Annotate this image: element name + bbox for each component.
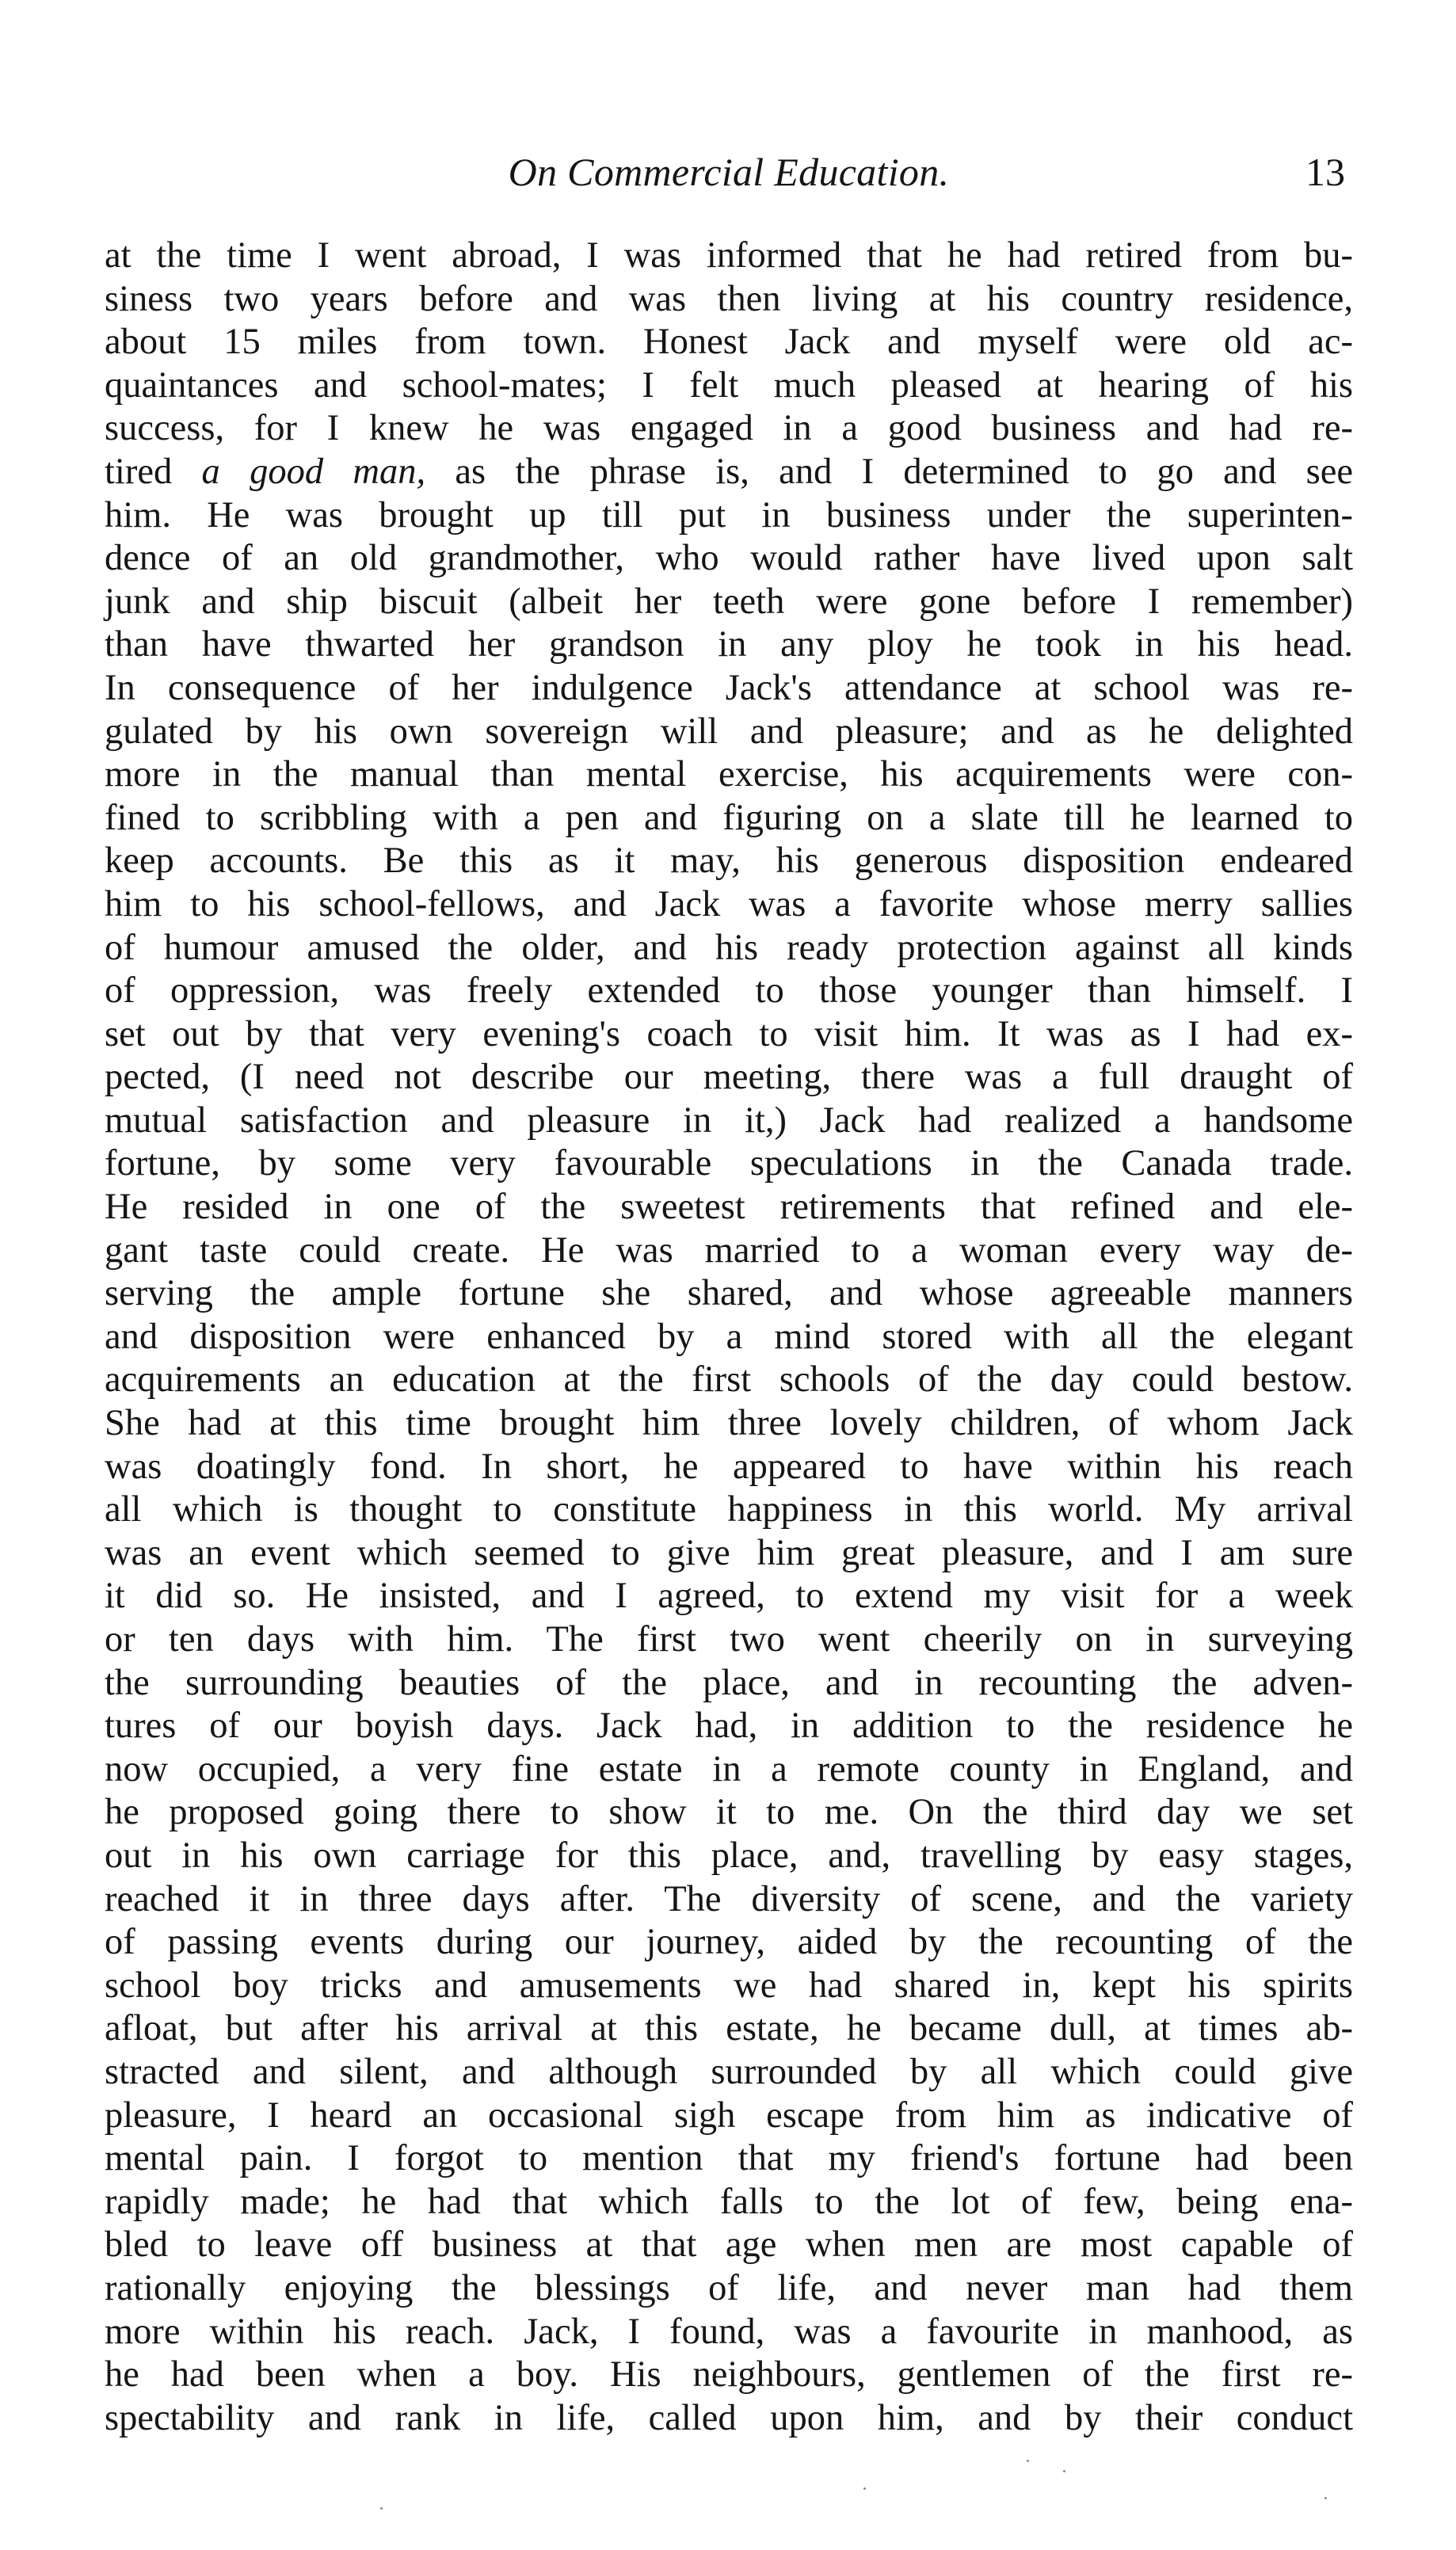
text-line-16: him to his school-fellows, and Jack was a favorite whose merry sallies <box>105 883 1353 924</box>
text-line-11: In consequence of her indulgence Jack's attendance at school was re- <box>105 667 1353 708</box>
text-line-23: He resided in one of the sweetest retirements that refined and ele- <box>105 1187 1353 1228</box>
text-line-27: acquirements an education at the first schools of the day could bestow. <box>105 1359 1353 1401</box>
text-line-50: he had been when a boy. His neighbours, gentlemen of the first re- <box>105 2354 1353 2396</box>
text-line-6-end: as the phrase is, and I determined to go and see <box>425 451 1353 492</box>
paper-speck <box>1325 2497 1327 2499</box>
text-line-43: stracted and silent, and although surrounded by all which could give <box>105 2051 1353 2092</box>
text-line-5: success, for I knew he was engaged in a good business and had re- <box>105 408 1353 449</box>
text-line-19: set out by that very evening's coach to visit him. It was as I had ex- <box>105 1013 1353 1054</box>
text-line-8: dence of an old grandmother, who would rather have lived upon salt <box>105 538 1353 579</box>
text-line-35: tures of our boyish days. Jack had, in addition to the residence he <box>105 1706 1353 1747</box>
text-line-36: now occupied, a very fine estate in a remote county in England, and <box>105 1748 1353 1790</box>
text-line-45: mental pain. I forgot to mention that my friend's fortune had been <box>105 2138 1353 2179</box>
text-line-49: more within his reach. Jack, I found, was a favourite in manhood, as <box>105 2311 1353 2352</box>
text-line-1: at the time I went abroad, I was informed that he had retired from bu- <box>105 235 1353 276</box>
running-title: On Commercial Education. <box>508 150 950 194</box>
text-line-32: it did so. He insisted, and I agreed, to extend my visit for a week <box>105 1576 1353 1617</box>
text-line-29: was doatingly fond. In short, he appeared to have within his reach <box>105 1446 1353 1487</box>
text-line-4: quaintances and school-mates; I felt much pleased at hearing of his <box>105 364 1353 406</box>
text-line-6-start: tired <box>105 451 202 492</box>
text-line-47: bled to leave off business at that age when men are most capable of <box>105 2224 1353 2266</box>
text-line-28: She had at this time brought him three lovely children, of whom Jack <box>105 1403 1353 1444</box>
text-line-17: of humour amused the older, and his ready protection against all kinds <box>105 927 1353 968</box>
text-line-20: pected, (I need not describe our meeting, there was a full draught of <box>105 1057 1353 1098</box>
text-line-30: all which is thought to constitute happiness in this world. My arrival <box>105 1489 1353 1530</box>
text-line-44: pleasure, I heard an occasional sigh escape from him as indicative of <box>105 2095 1353 2136</box>
text-line-3: about 15 miles from town. Honest Jack and myself were old ac- <box>105 322 1353 363</box>
italic-phrase: a good man, <box>201 451 426 492</box>
text-line-51: spectability and rank in life, called upon him, and by their conduct <box>105 2397 1353 2438</box>
paper-speck <box>1063 2470 1065 2472</box>
text-line-37: he proposed going there to show it to me. On the third day we set <box>105 1792 1353 1833</box>
text-line-13: more in the manual than mental exercise, his acquirements were con- <box>105 754 1353 795</box>
text-line-9: junk and ship biscuit (albeit her teeth were gone before I remember) <box>105 581 1353 622</box>
text-line-22: fortune, by some very favourable speculations in the Canada trade. <box>105 1143 1353 1184</box>
text-line-25: serving the ample fortune she shared, and whose agreeable manners <box>105 1273 1353 1314</box>
text-line-46: rapidly made; he had that which falls to the lot of few, being ena- <box>105 2181 1353 2222</box>
text-line-14: fined to scribbling with a pen and figuring on a slate till he learned to <box>105 797 1353 838</box>
text-line-12: gulated by his own sovereign will and pleasure; and as he delighted <box>105 711 1353 752</box>
running-header <box>103 144 1355 200</box>
text-line-38: out in his own carriage for this place, and, travelling by easy stages, <box>105 1835 1353 1876</box>
text-line-21: mutual satisfaction and pleasure in it,) Jack had realized a handsome <box>105 1100 1353 1141</box>
text-line-10: than have thwarted her grandson in any ploy he took in his head. <box>105 624 1353 665</box>
text-line-34: the surrounding beauties of the place, and in recounting the adven- <box>105 1662 1353 1703</box>
text-line-2: siness two years before and was then living at his country residence, <box>105 278 1353 319</box>
paper-speck <box>1027 2460 1029 2462</box>
text-line-39: reached it in three days after. The diversity of scene, and the variety <box>105 1878 1353 1919</box>
text-line-42: afloat, but after his arrival at this estate, he became dull, at times ab- <box>105 2008 1353 2049</box>
text-line-18: of oppression, was freely extended to those younger than himself. I <box>105 970 1353 1012</box>
text-line-6 <box>105 451 1353 494</box>
text-line-41: school boy tricks and amusements we had shared in, kept his spirits <box>105 1965 1353 2006</box>
text-line-15: keep accounts. Be this as it may, his generous disposition endeared <box>105 840 1353 882</box>
text-line-40: of passing events during our journey, aided by the recounting of the <box>105 1922 1353 1963</box>
text-line-24: gant taste could create. He was married to a woman every way de- <box>105 1229 1353 1271</box>
page-number: 13 <box>1305 150 1345 194</box>
text-line-33: or ten days with him. The first two went cheerily on in surveying <box>105 1619 1353 1660</box>
text-line-26: and disposition were enhanced by a mind stored with all the elegant <box>105 1316 1353 1357</box>
body-paragraph <box>105 234 1353 2440</box>
text-line-48: rationally enjoying the blessings of life, and never man had them <box>105 2267 1353 2308</box>
text-line-7: him. He was brought up till put in business under the superinten- <box>105 494 1353 536</box>
text-line-31: was an event which seemed to give him great pleasure, and I am sure <box>105 1532 1353 1573</box>
paper-speck <box>380 2507 383 2510</box>
paper-speck <box>863 2487 866 2490</box>
